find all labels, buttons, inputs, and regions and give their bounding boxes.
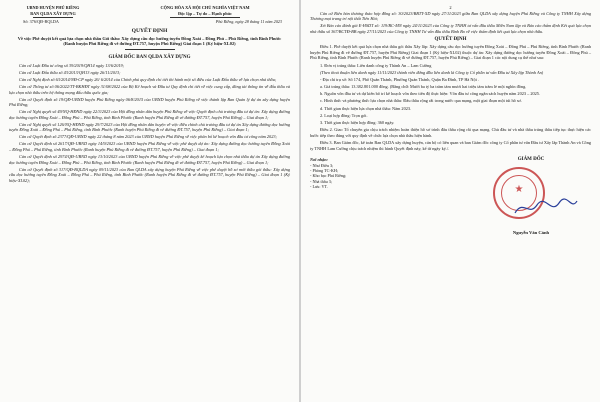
signature-area (310, 157, 591, 237)
intro-paragraph: Căn cứ Biên bản thương thảo hợp đồng số: 30/2023/BBTT-XD ngày 27/11/2023 giữa Ban QLDA xây dựng huyện Phú Riềng và Công ty TNHH Xây dựng Thương mại trang trí nội thất Tiến Hải; (310, 10, 591, 22)
consideration-item: Căn cứ Nghị quyết số 49/NQ-HĐND ngày 22/3/2023 của Hội đồng nhân dân huyện Phú Riềng về việc Quyết định chủ trương đầu tư dự án: Xây dựng đường dọc hướng tuyến Đồng Xoài – Đồng Phú – Phú Riềng, tỉnh Bình Phước (Ranh huyện Phú Riềng đi vê đường ĐT.757, huyện Phú Riềng) – Giai đoạn 1; (9, 109, 290, 120)
consideration-item: Căn cứ Quyết định số 317/QĐ-BQLDA ngày 09/11/2023 của Ban QLDA xây dựng huyện Phú Riềng về việc phê duyệt hồ sơ mời thầu gói thầu: Xây dựng cầu dọc hướng tuyến Đồng Xoài – Đồng Phú – Phú Riềng, tỉnh Bình Phước (Ranh huyện Phú Riềng đi vê đường ĐT.757, huyện Phú Riềng) – Giai đoạn 1 (Ký hiệu-XL02); (9, 166, 290, 183)
page-number: 2 (449, 5, 452, 10)
consideration-item: Căn cứ Quyết định số 2617/QĐ-UBND ngày 14/9/2023 của UBND huyện Phú Riềng về việc phê duyệt dự án: Xây dựng đường dọc hướng tuyến Đồng Xoài – Đồng Phú – Phú Riềng, tỉnh Bình Phước (Ranh huyện Phú Riềng đi vê đường ĐT.757, huyện Phú Riềng) – Giai đoạn 1; (9, 141, 290, 152)
consideration-item: Căn cứ Quyết định số 2974/QĐ-UBND ngày 13/10/2023 của UBND huyện Phú Riềng về việc phê duyệt kế hoạch lựa chọn nhà thầu dự án Xây dựng đường dọc hướng tuyến Đồng Xoài – Đồng Phú – Phú Riềng, tỉnh Bình Phước (Ranh huyện Phú Riềng đi vê đường ĐT.757, huyện Phú Riềng) – Giai đoạn 1; (9, 153, 290, 165)
recipients-header: Nơi nhận: (310, 157, 328, 163)
org-line-2: BAN QLDA XÂY DỰNG (30, 10, 76, 16)
recipient-item: - Phòng TC-KH; (310, 168, 339, 173)
decision-item: a. Giá trúng thầu: 13.382.801.000 đồng. (Bằng chữ: Mười ba tỷ ba trăm tám mươi hai triệu tám trăm lẻ một nghìn đồng. (320, 84, 527, 90)
document-date: Phú Riềng, ngày 28 tháng 11 năm 2023 (215, 18, 282, 24)
decision-item: 3. Thời gian thực hiện hợp đồng: 360 ngày. (320, 120, 395, 126)
issuing-authority: GIÁM ĐỐC BAN QLDA XÂY DỰNG (108, 54, 191, 60)
handwritten-signature-icon (511, 195, 581, 221)
recipients-list (310, 157, 420, 237)
decision-item: (Theo thoả thuận liên danh ngày 11/11/2023 thành viên đứng đầu liên danh là Công ty Cổ phần tư vấn Đầu tư Xây lập Thành An) (320, 69, 544, 75)
star-icon: ★ (514, 184, 524, 196)
nation-line-2: Độc lập – Tự do – Hạnh phúc (178, 10, 232, 16)
consideration-item: Căn cứ Luật Đấu thầu số 43/2013/QH13 ngày 26/11/2013; (19, 70, 121, 76)
article-2: Điều 2. Giao Tổ chuyên gia chịu trách nhiệm hoàn thiện hồ sơ trình đấu thầu rộng rãi qua mạng. Chủ đầu tư và nhà thầu trúng thầu tiếp tục thực hiện các bước tiếp theo đúng với quy định về chức lựa chọn nhà thầu hiện hành. (310, 127, 591, 138)
recipient-item: - Lưu: VT. (310, 184, 328, 190)
divider (125, 49, 175, 50)
signer-block (471, 157, 591, 237)
document-meta (9, 19, 290, 25)
decision-item: d. Thời gian thực hiện lựa chọn nhà thầu: Năm 2023. (320, 105, 412, 111)
decision-item: 1. Đơn vị trúng thầu: Liên danh công ty Thành An – Lam Cường (320, 62, 432, 68)
divider (170, 17, 240, 18)
decision-page-1 (0, 0, 299, 402)
signer-role: GIÁM ĐỐC (517, 157, 545, 163)
document-title: QUYẾT ĐỊNH (131, 28, 168, 35)
decision-item: c. Hình thức và phương thức lựa chọn nhà thầu: Đấu thầu rộng rãi trong nước qua mạng, một giai đoạn một túi hồ sơ. (320, 98, 522, 104)
recipient-item: - Như Điều 3; (310, 162, 334, 168)
consideration-item: Căn cứ Nghị quyết số 126/NQ-HĐND ngày 29/7/2023 của Hội đồng nhân dân huyện về việc điều chỉnh chủ trương đầu tư dự án Xây dựng đường dọc hướng tuyến Đồng Xoài – Đồng Phú – Phú Riềng, tỉnh Bình Phước (Ranh huyện Phú Riềng đi vê đường ĐT.757, huyện Phú Riềng) – Giai đoạn 1; (9, 121, 290, 133)
document-number: Số: 376/QĐ-BQLDA (23, 18, 59, 24)
consideration-item: Căn cứ Luật Đầu tư công số 39/2019/QH14 ngày 13/6/2019; (19, 63, 125, 69)
decision-item: - Địa chỉ trụ sở: Số 174, Phố Quán Thánh, Phường Quán Thánh, Quận Ba Đình, TP Hà Nội . (320, 76, 480, 82)
document-header (9, 5, 290, 18)
article-1: Điều 1. Phê duyệt kết quả lựa chọn nhà thầu gói thầu Xây lắp: Xây dựng cầu dọc hướng tuyến Đồng Xoài – Đồng Phú – Phú Riềng, tỉnh Bình Phước (Ranh huyện Phú Riềng đi vê đường ĐT.757, huyện Phú Riềng) Giai đoạn 1 (Ký hiệu-XL02) thuộc dự án: Xây dựng đường dọc hướng tuyến Đồng Xoài – Đồng Phú – Phú Riềng, tỉnh Bình Phước (Ranh huyện Phú Riềng đi vê đường ĐT.757, huyện Phú Riềng) – Giai đoạn 1 các nội dung cụ thể như sau: (310, 44, 591, 61)
consideration-item: Căn cứ Quyết định số 2377/QĐ-UBND ngày 22 tháng 8 năm 2023 của UBND huyện Phú Riềng về việc phân bổ kế hoạch vốn đầu tư công năm 2023; (19, 134, 277, 140)
consideration-item: Căn cứ Nghị định số 63/2014/NĐ-CP ngày 26/ 6/2014 của Chính phủ quy định chi tiết thi hành một số điều của Luật Đấu thầu về lựa chọn nhà thầu; (19, 77, 277, 83)
nation-line-1: CỘNG HÒA XÃ HỘI CHỦ NGHĨA VIỆT NAM (160, 5, 250, 10)
org-line-1: UBND HUYỆN PHÚ RIỀNG (26, 5, 80, 10)
national-motto (120, 5, 290, 18)
consideration-item: Căn cứ Thông tư số 06/2022/TT-BKHĐT ngày 31/08/2022 của Bộ Kế hoạch và Đầu tư Quy định chi tiết về việc cung cấp, đăng tải thông tin về đấu thầu và lựa chọn nhà thầu trên hệ thống mạng đấu thầu quốc gia; (9, 84, 290, 95)
consideration-item: Căn cứ Quyết định số 19/QĐ-UBND huyện Phú Riềng ngày 06/8/2015 của UBND huyện Phú Riềng về việc thành lập Ban Quản lý dự án xây dựng huyện Phú Riềng; (9, 96, 290, 108)
article-3: Điều 3. Ban Giám đốc, kế toán Ban QLDA xây dựng huyện, cán bộ có liên quan và ban Giám đốc công ty Cổ phần tư vấn Đầu tư Xây lắp Thành An và Công ty TNHH Lam Cường chịu trách nhiệm thi hành Quyết định này, kể từ ngày ký./. (310, 140, 591, 151)
considerations-list (9, 63, 290, 183)
decision-item: 2. Loại hợp đồng: Trọn gói. (320, 112, 368, 118)
divider (33, 17, 73, 18)
recipient-item: - Nhà thầu 3; (310, 178, 332, 184)
decision-heading: QUYẾT ĐỊNH (434, 36, 467, 42)
decision-item: b. Nguồn vốn đầu tư và dự kiến bố trí kế hoạch vốn theo tiến độ thực hiện: Vốn đầu tư công ngân sách huyện năm 2023 – 2025. (320, 91, 540, 97)
recipient-item: - Kho bạc Phú Riềng; (310, 173, 347, 179)
decision-page-2 (301, 0, 600, 402)
signer-name: Nguyễn Văn Cảnh (512, 229, 550, 235)
document-subtitle: Về việc Phê duyệt kết quả lựa chọn nhà thầu Gói thầu: Xây dựng cầu dọc hướng tuyến Đồng Xoài – Đồng Phú – Phú Riềng, tỉnh Bình Phước (Ranh huyện Phú Riềng đi vê đường ĐT.757, huyện Phú Riềng) Giai đoạn 1 (Ký hiệu-XL02) (17, 35, 282, 47)
issuing-organization (9, 5, 97, 18)
intro-paragraph: Xét Báo cáo đánh giá E-HSDT số: 119/BC-MN ngày 24/11/2023 của Công ty TNHH tư vấn đầu thầu Miền Nam lập và Báo cáo thẩm định Kết quả lựa chọn nhà thầu số 367/BCTĐ-BB ngày 27/11/2023 của Công ty TNHH Tư vấn đầu thầu Bình Bo về việc thẩm định kết quả lựa chọn nhà thầu. (310, 23, 591, 34)
